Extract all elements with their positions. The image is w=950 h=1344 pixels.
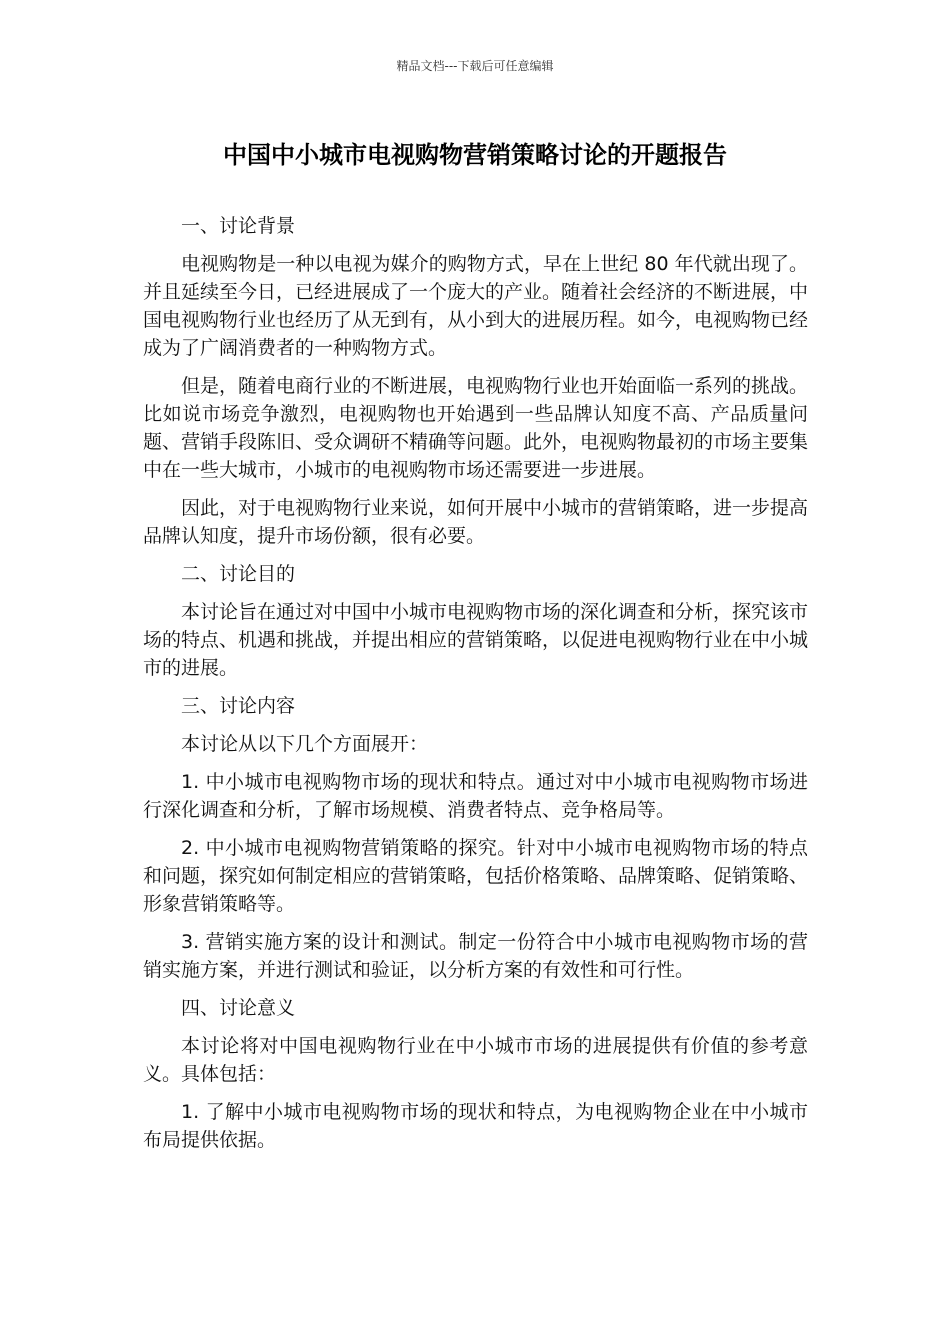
paragraph: 因此，对于电视购物行业来说，如何开展中小城市的营销策略，进一步提高品牌认知度，提升市场份额，很有必要。: [143, 497, 809, 547]
list-item: 3. 营销实施方案的设计和测试。制定一份符合中小城市电视购物市场的营销实施方案，并进行测试和验证，以分析方案的有效性和可行性。: [143, 931, 808, 981]
list-item: 2. 中小城市电视购物营销策略的探究。针对中小城市电视购物市场的特点和问题，探究如何制定相应的营销策略，包括价格策略、品牌策略、促销策略、形象营销策略等。: [143, 837, 809, 915]
paragraph: 但是，随着电商行业的不断进展，电视购物行业也开始面临一系列的挑战。比如说市场竞争激烈，电视购物也开始遇到一些品牌认知度不高、产品质量问题、营销手段陈旧、受众调研不精确等问题。此外，电视购物最初的市场主要集中在一些大城市，小城市的电视购物市场还需要进一步进展。: [143, 375, 809, 481]
paragraph: 本讨论从以下几个方面展开：: [181, 733, 429, 755]
paragraph: 电视购物是一种以电视为媒介的购物方式，早在上世纪 80 年代就出现了。并且延续至今日，已经进展成了一个庞大的产业。随着社会经济的不断进展，中国电视购物行业也经历了从无到有，从小到大的进展历程。如今，电视购物已经成为了广阔消费者的一种购物方式。: [143, 253, 809, 359]
section-heading-content: 三、讨论内容: [181, 695, 296, 717]
header-note: 精品文档---下载后可任意编辑: [396, 59, 554, 73]
paragraph: 本讨论将对中国电视购物行业在中小城市市场的进展提供有价值的参考意义。具体包括：: [143, 1035, 808, 1085]
paragraph: 本讨论旨在通过对中国中小城市电视购物市场的深化调查和分析，探究该市场的特点、机遇和挑战，并提出相应的营销策略，以促进电视购物行业在中小城市的进展。: [143, 601, 809, 679]
list-item: 1. 了解中小城市电视购物市场的现状和特点，为电视购物企业在中小城市布局提供依据。: [143, 1101, 808, 1151]
section-heading-background: 一、讨论背景: [181, 215, 296, 237]
document-body: [143, 212, 808, 1164]
section-heading-purpose: 二、讨论目的: [181, 563, 296, 585]
document-title: 中国中小城市电视购物营销策略讨论的开题报告: [223, 141, 727, 169]
section-heading-significance: 四、讨论意义: [181, 997, 296, 1019]
list-item: 1. 中小城市电视购物市场的现状和特点。通过对中小城市电视购物市场进行深化调查和分析，了解市场规模、消费者特点、竞争格局等。: [143, 771, 808, 821]
